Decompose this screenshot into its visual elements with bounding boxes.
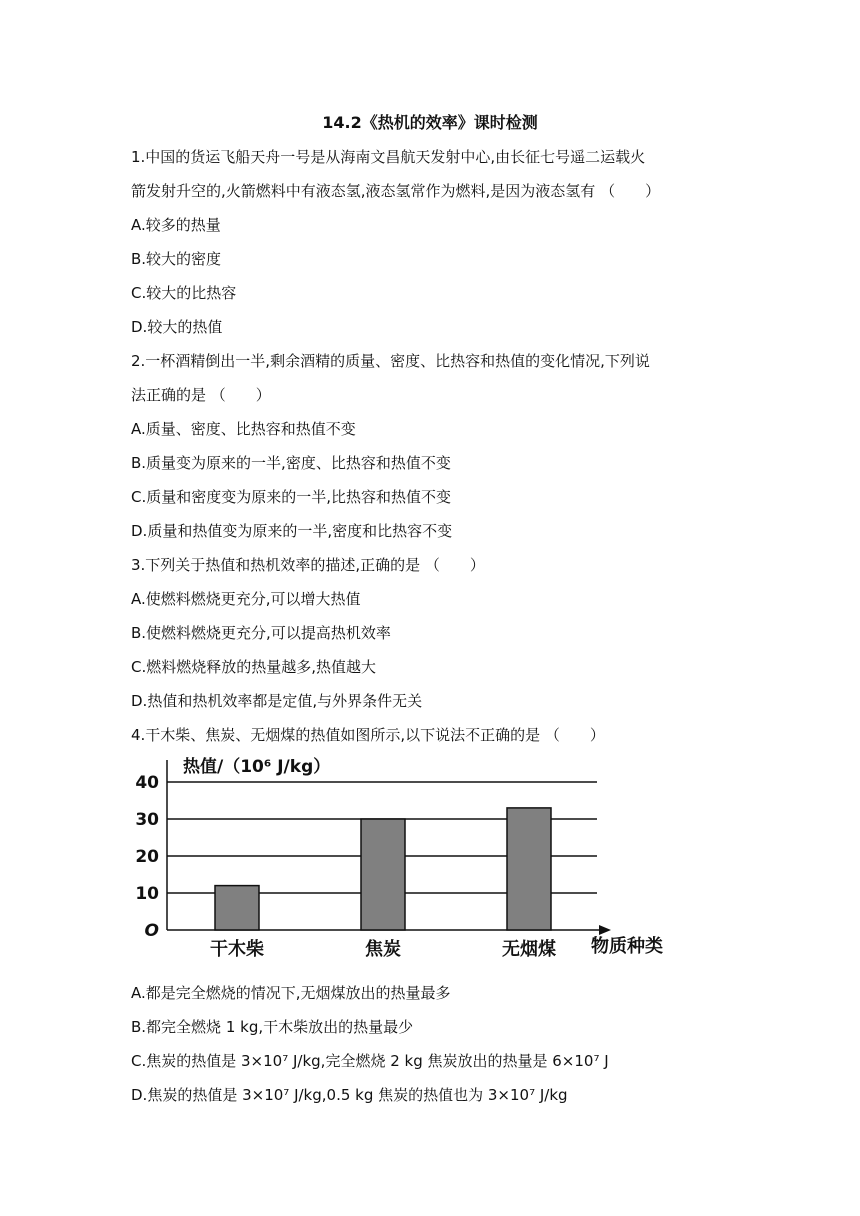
- x-axis-label: 物质种类: [591, 936, 663, 957]
- q3-option-a: A.使燃料燃烧更充分,可以增大热值: [131, 590, 361, 608]
- q2-stem-line-1: 2.一杯酒精倒出一半,剩余酒精的质量、密度、比热容和热值的变化情况,下列说: [131, 352, 650, 370]
- q3-option-d: D.热值和热机效率都是定值,与外界条件无关: [131, 692, 423, 710]
- bar-3: [507, 808, 551, 930]
- q1-stem-line-1: 1.中国的货运飞船天舟一号是从海南文昌航天发射中心,由长征七号遥二运载火: [131, 148, 646, 166]
- q2-option-a: A.质量、密度、比热容和热值不变: [131, 420, 356, 438]
- q3-option-c: C.燃料燃烧释放的热量越多,热值越大: [131, 658, 377, 676]
- q4-option-d: D.焦炭的热值是 3×10⁷ J/kg,0.5 kg 焦炭的热值也为 3×10⁷ J/kg: [131, 1086, 568, 1104]
- x-axis-arrow: [599, 925, 611, 935]
- q3-stem-line-1: 3.下列关于热值和热机效率的描述,正确的是 （ ）: [131, 556, 485, 574]
- y-tick-label: 10: [135, 884, 159, 904]
- q2-stem-line-2: 法正确的是 （ ）: [131, 386, 271, 404]
- y-tick-label: O: [144, 921, 159, 941]
- q1-option-c: C.较大的比热容: [131, 284, 237, 302]
- x-category-label: 无烟煤: [502, 939, 556, 960]
- x-category-label: 干木柴: [210, 939, 264, 960]
- q1-option-d: D.较大的热值: [131, 318, 223, 336]
- q1-stem-line-2: 箭发射升空的,火箭燃料中有液态氢,液态氢常作为燃料,是因为液态氢有 （ ）: [131, 182, 661, 200]
- q2-option-b: B.质量变为原来的一半,密度、比热容和热值不变: [131, 454, 451, 472]
- x-category-label: 焦炭: [365, 939, 401, 960]
- q4-option-b: B.都完全燃烧 1 kg,干木柴放出的热量最少: [131, 1018, 414, 1036]
- q1-option-a: A.较多的热量: [131, 216, 221, 234]
- q4-option-a: A.都是完全燃烧的情况下,无烟煤放出的热量最多: [131, 984, 451, 1002]
- heat-value-bar-chart: [131, 752, 691, 962]
- bar-1: [215, 886, 259, 930]
- q1-option-b: B.较大的密度: [131, 250, 222, 268]
- q2-option-c: C.质量和密度变为原来的一半,比热容和热值不变: [131, 488, 452, 506]
- q4-stem-line-1: 4.干木柴、焦炭、无烟煤的热值如图所示,以下说法不正确的是 （ ）: [131, 726, 605, 744]
- q3-option-b: B.使燃料燃烧更充分,可以提高热机效率: [131, 624, 391, 642]
- y-axis-label: 热值/（10⁶ J/kg）: [183, 757, 331, 777]
- q4-option-c: C.焦炭的热值是 3×10⁷ J/kg,完全燃烧 2 kg 焦炭放出的热量是 6×10⁷ J: [131, 1052, 609, 1070]
- y-tick-label: 20: [135, 847, 159, 867]
- q2-option-d: D.质量和热值变为原来的一半,密度和比热容不变: [131, 522, 453, 540]
- page-title: 14.2《热机的效率》课时检测: [322, 113, 538, 132]
- y-tick-label: 30: [135, 810, 159, 830]
- y-tick-label: 40: [135, 773, 159, 793]
- bar-2: [361, 819, 405, 930]
